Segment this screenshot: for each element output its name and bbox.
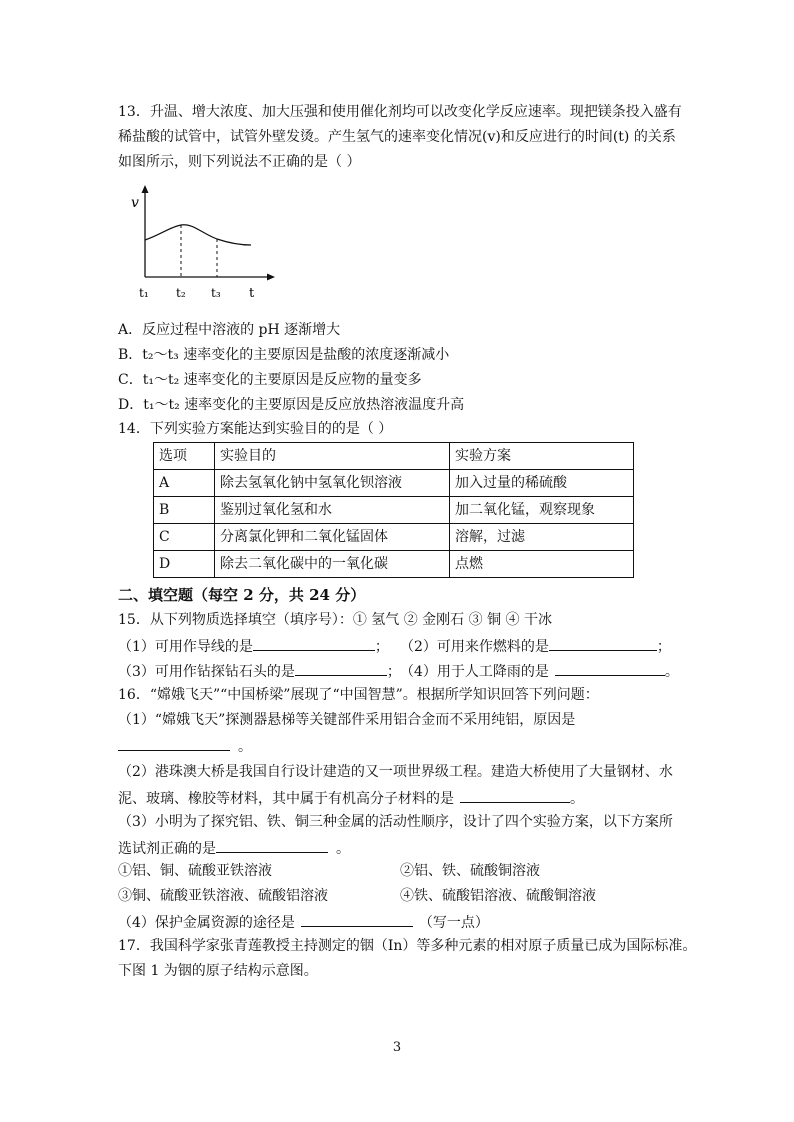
- q15-stem: 15．从下列物质选择填空（填序号）：① 氢气 ② 金刚石 ③ 铜 ④ 干冰: [118, 612, 552, 628]
- table-row: [154, 551, 634, 578]
- q15-part3-end: ；: [386, 664, 401, 680]
- x-axis-label: t: [249, 286, 255, 301]
- q16-part4-text: （4）保护金属资源的途径是: [118, 915, 295, 931]
- q14-table: [153, 442, 634, 578]
- section-heading: 二、填空题（每空 2 分，共 24 分）: [118, 586, 366, 604]
- table-row: [154, 470, 634, 497]
- answer-blank[interactable]: [460, 787, 570, 803]
- q15-part4: [400, 660, 679, 682]
- q16-part3-line1: （3）小明为了探究铝、铁、铜三种金属的活动性顺序，设计了四个实验方案，以下方案所: [118, 814, 673, 830]
- cell-option: B: [154, 497, 215, 524]
- y-axis-arrow: [142, 185, 149, 193]
- answer-blank[interactable]: [549, 635, 657, 651]
- rate-time-graph: [125, 183, 285, 303]
- cell-plan: 点燃: [450, 551, 634, 578]
- cell-plan: 加入过量的稀硫酸: [450, 470, 634, 497]
- q15-part1-end: ；: [374, 639, 389, 655]
- x-axis-arrow: [267, 274, 275, 281]
- q16-stem: 16．“嫦娥飞天”“中国桥梁”展现了“中国智慧”。根据所学知识回答下列问题：: [118, 687, 599, 703]
- cell-plan: 溶解，过滤: [450, 524, 634, 551]
- answer-blank[interactable]: [301, 911, 413, 927]
- q16-part2-text: 泥、玻璃、橡胶等材料，其中属于有机高分子材料的是: [118, 791, 454, 807]
- q16-part2-line2: [118, 787, 584, 809]
- q16-option-2: ②铝、铁、硫酸铜溶液: [400, 863, 540, 879]
- q16-part1-end: 。: [238, 739, 252, 755]
- q16-option-3: ③铜、硫酸亚铁溶液、硫酸铝溶液: [118, 888, 328, 904]
- cell-purpose: 分离氯化钾和二氧化锰固体: [215, 524, 450, 551]
- q13-option-c: C．t₁～t₂ 速率变化的主要原因是反应物的量变多: [118, 372, 422, 388]
- answer-blank[interactable]: [555, 660, 665, 676]
- answer-blank[interactable]: [118, 735, 230, 751]
- q15-part2: [400, 635, 671, 657]
- header-plan: 实验方案: [450, 443, 634, 470]
- table-header-row: [154, 443, 634, 470]
- cell-plan: 加二氧化锰，观察现象: [450, 497, 634, 524]
- q15-part3-text: （3）可用作钻探钻石头的是: [118, 664, 295, 680]
- rate-curve: [145, 225, 251, 245]
- y-axis-label: v: [131, 195, 139, 211]
- q13-line1: 13．升温、增大浓度、加大压强和使用催化剂均可以改变化学反应速率。现把镁条投入盛有: [118, 104, 682, 120]
- answer-blank[interactable]: [295, 660, 387, 676]
- q15-part4-end: 。: [664, 664, 679, 680]
- q16-option-1: ①铝、铜、硫酸亚铁溶液: [118, 863, 272, 879]
- q13-line2: 稀盐酸的试管中，试管外壁发烫。产生氢气的速率变化情况(v)和反应进行的时间(t) 的关系: [118, 129, 676, 145]
- q15-part1: [118, 635, 389, 657]
- q16-part2-end: 。: [570, 791, 584, 807]
- q16-part3-end: 。: [336, 841, 350, 857]
- q16-part1-answer: [118, 735, 252, 757]
- q16-part3-text: 选试剂正确的是: [118, 841, 216, 857]
- q13-option-a: A．反应过程中溶液的 pH 逐渐增大: [118, 322, 341, 338]
- cell-purpose: 除去氢氧化钠中氢氧化钡溶液: [215, 470, 450, 497]
- cell-option: D: [154, 551, 215, 578]
- q15-part3: [118, 660, 401, 682]
- answer-blank[interactable]: [216, 837, 328, 853]
- q16-part1: （1）“嫦娥飞天”探测器悬梯等关键部件采用铝合金而不采用纯铝，原因是: [118, 712, 576, 728]
- q15-part2-end: ；: [656, 639, 671, 655]
- q15-part4-text: （4）用于人工降雨的是: [400, 664, 549, 680]
- q13-option-b: B．t₂～t₃ 速率变化的主要原因是盐酸的浓度逐渐减小: [118, 347, 450, 363]
- q14-stem: 14．下列实验方案能达到实验目的的是（ ）: [118, 421, 393, 437]
- cell-purpose: 除去二氧化碳中的一氧化碳: [215, 551, 450, 578]
- cell-option: A: [154, 470, 215, 497]
- q15-part1-text: （1）可用作导线的是: [118, 639, 253, 655]
- tick-t2: t₂: [176, 286, 186, 300]
- q16-part4: [118, 911, 489, 933]
- table-row: [154, 524, 634, 551]
- header-purpose: 实验目的: [215, 443, 450, 470]
- q16-part3-line2: [118, 837, 350, 859]
- cell-option: C: [154, 524, 215, 551]
- cell-purpose: 鉴别过氧化氢和水: [215, 497, 450, 524]
- table-row: [154, 497, 634, 524]
- q13-option-d: D．t₁～t₂ 速率变化的主要原因是反应放热溶液温度升高: [118, 397, 465, 413]
- page-number: 3: [392, 1040, 402, 1055]
- q13-line3: 如图所示，则下列说法不正确的是（ ）: [118, 154, 361, 170]
- q16-part4-end: （写一点）: [418, 915, 489, 931]
- q17-line1: 17．我国科学家张青莲教授主持测定的铟（In）等多种元素的相对原子质量已成为国际标准。: [118, 938, 697, 954]
- q16-part2-line1: （2）港珠澳大桥是我国自行设计建造的又一项世界级工程。建造大桥使用了大量钢材、水: [118, 764, 673, 780]
- q16-option-4: ④铁、硫酸铝溶液、硫酸铜溶液: [400, 888, 596, 904]
- q17-line2: 下图 1 为铟的原子结构示意图。: [118, 963, 318, 979]
- tick-t3: t₃: [211, 286, 221, 300]
- q15-part2-text: （2）可用来作燃料的是: [400, 639, 549, 655]
- answer-blank[interactable]: [253, 635, 375, 651]
- header-option: 选项: [154, 443, 215, 470]
- tick-t1: t₁: [139, 286, 149, 300]
